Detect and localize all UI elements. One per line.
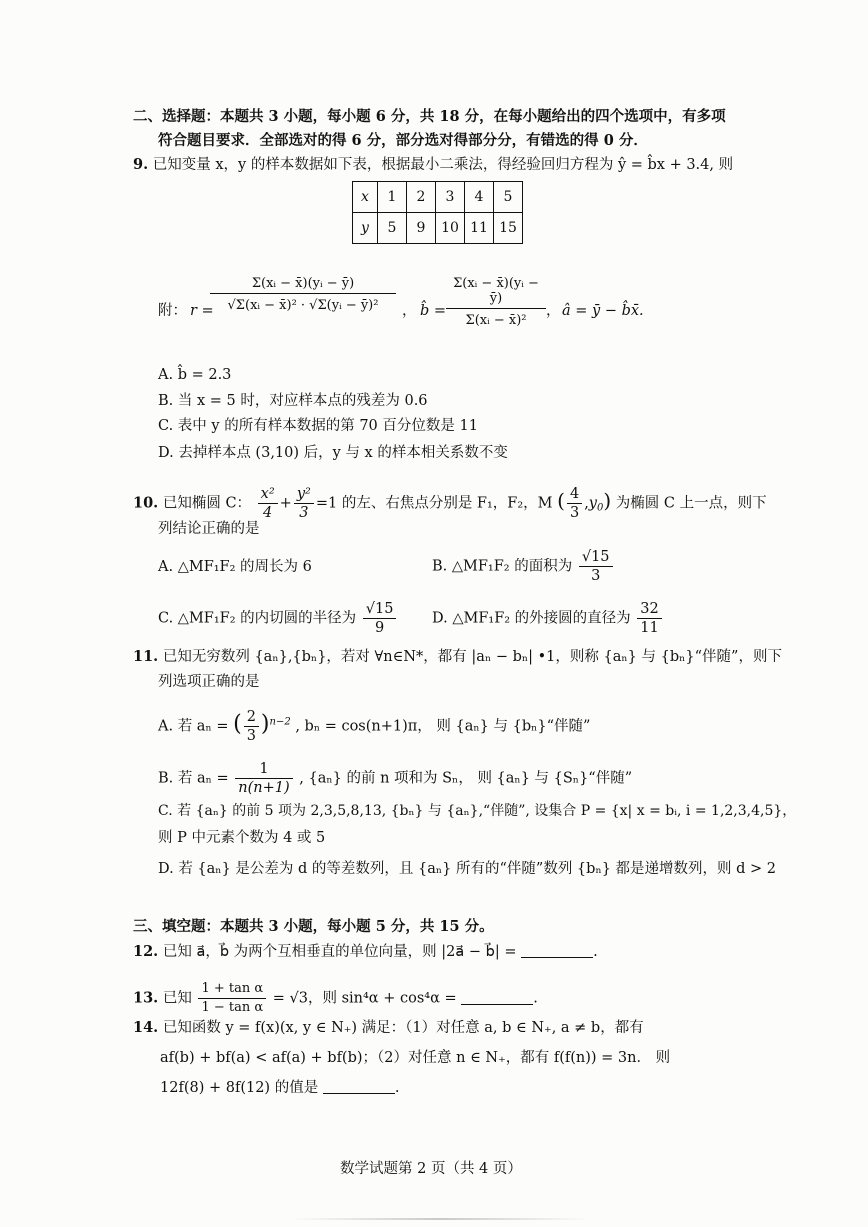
table-row xyxy=(353,213,523,244)
q11-option-c-line2: 则 P 中元素个数为 4 或 5 xyxy=(158,830,326,846)
q11-option-b-post: , {aₙ} 的前 n 项和为 Sₙ， 则 {aₙ} 与 {Sₙ}“伴随” xyxy=(299,770,633,787)
exponent: n−2 xyxy=(269,716,291,728)
q11-option-b-text: B. 若 aₙ = xyxy=(158,770,229,787)
formula-b-numerator: Σ(xᵢ − x̄)(yᵢ − ȳ) xyxy=(446,276,546,309)
table-cell: 10 xyxy=(436,213,465,244)
table-cell: 11 xyxy=(465,213,494,244)
q10-option-b xyxy=(432,548,615,585)
q10-option-d-text: D. △MF₁F₂ 的外接圆的直径为 xyxy=(432,610,631,627)
table-cell: 3 xyxy=(436,182,465,213)
q10-number: 10. xyxy=(133,494,159,512)
table-cell: 2 xyxy=(407,182,436,213)
q14-line1 xyxy=(133,1017,644,1039)
q14-line2: af(b) + bf(a) < af(a) + bf(b)；（2）对任意 n ∈ N₊，都有 f(f(n)) = 3n． 则 xyxy=(160,1050,671,1066)
q11-stem xyxy=(133,646,782,668)
table-cell: 9 xyxy=(407,213,436,244)
formula-r-numerator: Σ(xᵢ − x̄)(yᵢ − ȳ) xyxy=(210,276,396,294)
q10-stem-c: 为椭圆 C 上一点，则下 xyxy=(615,495,767,512)
formula-r-label: r = xyxy=(190,303,214,319)
q13 xyxy=(133,980,538,1017)
section2-line1: 二、选择题：本题共 3 小题，每小题 6 分，共 18 分，在每小题给出的四个选项中，有多项 xyxy=(133,108,726,125)
q9-stem-text: 已知变量 x，y 的样本数据如下表，根据最小二乘法，得经验回归方程为 ŷ = b̂x + 3.4, 则 xyxy=(152,157,734,173)
q10-stem-a: 已知椭圆 C： xyxy=(162,495,252,512)
formula-b-denominator: Σ(xᵢ − x̄)² xyxy=(465,313,527,328)
q12 xyxy=(133,941,598,963)
fraction-numerator: 2 xyxy=(244,708,259,727)
q14-end: . xyxy=(394,1080,400,1096)
formula-r-denominator: √Σ(xᵢ − x̄)² · √Σ(yᵢ − ȳ)² xyxy=(227,298,379,313)
table-cell: 4 xyxy=(465,182,494,213)
q10-stem: 10. 已知椭圆 C： $\frac{\text{x²}}{4}$ + $\frac{\text{y²}}{3}$ =1 的左、右焦点分别是 F₁，F₂，M ( $\frac{4}{3}$ $,y_0$) 为椭圆 C 上一点，则下 xyxy=(133,486,767,521)
formula-r xyxy=(210,276,396,313)
q11-number: 11. xyxy=(133,648,159,665)
q11-option-d: D. 若 {aₙ} 是公差为 d 的等差数列，且 {aₙ} 所有的“伴随”数列 {bₙ} 都是递增数列，则 d > 2 xyxy=(158,861,777,877)
q14-number: 14. xyxy=(133,1019,159,1036)
table-row xyxy=(353,182,523,213)
scan-edge-line xyxy=(290,1218,590,1220)
q12-number: 12. xyxy=(133,943,159,960)
q11-option-b xyxy=(158,760,632,797)
q11-stem-text: 已知无穷数列 {aₙ},{bₙ}，若对 ∀n∈N*，都有 |aₙ − bₙ| •1，则称 {aₙ} 与 {bₙ}“伴随”，则下 xyxy=(162,649,782,665)
q9-option-d: D. 去掉样本点 (3,10) 后，y 与 x 的样本相关系数不变 xyxy=(158,445,508,461)
fraction-denominator: 3 xyxy=(591,568,601,584)
formula-b xyxy=(446,276,546,328)
formula-a: â = ȳ − b̂x̄. xyxy=(562,303,644,319)
q11-line2: 列选项正确的是 xyxy=(158,674,260,690)
formula-b-label: b̂ = xyxy=(420,303,447,319)
fraction-denominator: n(n+1) xyxy=(238,780,290,796)
q12-end: . xyxy=(593,944,598,960)
q9-option-c: C. 表中 y 的所有样本数据的第 70 百分位数是 11 xyxy=(158,418,478,434)
q14-line3-text: 12f(8) + 8f(12) 的值是 xyxy=(160,1080,319,1096)
q10-option-d xyxy=(432,600,664,637)
q10-option-c xyxy=(158,600,398,637)
fraction-numerator: 1 + tan α xyxy=(198,980,266,999)
fraction-numerator: 32 xyxy=(637,600,661,619)
table-cell: 1 xyxy=(378,182,407,213)
table-cell: 5 xyxy=(494,182,523,213)
q10-line2: 列结论正确的是 xyxy=(158,521,260,537)
q14-line1-text: 已知函数 y = f(x)(x, y ∈ N₊) 满足：（1）对任意 a, b ∈ N₊, a ≠ b，都有 xyxy=(162,1020,644,1036)
answer-blank[interactable] xyxy=(521,943,593,958)
q13-post: = √3，则 sin⁴α + cos⁴α = xyxy=(272,990,457,1007)
table-header-x: x xyxy=(353,182,378,213)
q13-end: . xyxy=(533,990,538,1007)
fraction-denominator: 1 − tan α xyxy=(201,1000,264,1015)
section2-line2: 符合题目要求．全部选对的得 6 分，部分选对得部分分，有错选的得 0 分． xyxy=(158,132,648,149)
table-header-y: y xyxy=(353,213,378,244)
table-cell: 5 xyxy=(378,213,407,244)
q14-line3 xyxy=(160,1077,399,1099)
page-footer: 数学试题第 2 页（共 4 页） xyxy=(340,1161,522,1177)
q9-number: 9. xyxy=(133,156,149,173)
q13-pre: 已知 xyxy=(162,990,192,1007)
q10-option-c-text: C. △MF₁F₂ 的内切圆的半径为 xyxy=(158,610,357,627)
fraction-numerator: 1 xyxy=(235,760,292,779)
q12-text: 已知 a⃗，b⃗ 为两个互相垂直的单位向量，则 |2a⃗ − b⃗| = xyxy=(162,944,517,960)
q9-data-table xyxy=(352,181,523,244)
answer-blank[interactable] xyxy=(461,990,533,1005)
q9-option-a: A. b̂ = 2.3 xyxy=(158,367,232,383)
fraction-denominator: 9 xyxy=(375,620,385,636)
fraction-numerator: √15 xyxy=(363,600,397,619)
fraction-numerator: √15 xyxy=(579,548,613,567)
fraction-denominator: 11 xyxy=(640,620,659,636)
q11-option-a: A. 若 aₙ = ( $\frac{2}{3}$ )$^{n-2}$ , bₙ = cos(n+1)π， 则 {aₙ} 与 {bₙ}“伴随” xyxy=(158,709,591,744)
q11-option-a-text: A. 若 aₙ = xyxy=(158,718,229,735)
q11-option-c-line1: C. 若 {aₙ} 的前 5 项为 2,3,5,8,13, {bₙ} 与 {aₙ},“伴随”, 设集合 P = {x| x = bᵢ, i = 1,2,3,4,5}， xyxy=(158,803,797,819)
q10-option-b-text: B. △MF₁F₂ 的面积为 xyxy=(432,558,573,575)
q9-appendix-label: 附： xyxy=(158,303,187,319)
q11-option-a-post: , bₙ = cos(n+1)π， 则 {aₙ} 与 {bₙ}“伴随” xyxy=(295,718,591,735)
table-cell: 15 xyxy=(494,213,523,244)
section3-title: 三、填空题：本题共 3 小题，每小题 5 分，共 15 分。 xyxy=(133,918,494,935)
fraction-denominator: 3 xyxy=(246,728,256,744)
q9-option-b: B. 当 x = 5 时，对应样本点的残差为 0.6 xyxy=(158,393,428,409)
q10-option-a: A. △MF₁F₂ 的周长为 6 xyxy=(158,559,312,575)
q13-number: 13. xyxy=(133,989,159,1007)
q9-stem xyxy=(133,154,733,176)
answer-blank[interactable] xyxy=(323,1079,395,1094)
q10-stem-b: 的左、右焦点分别是 F₁，F₂，M xyxy=(341,495,553,512)
